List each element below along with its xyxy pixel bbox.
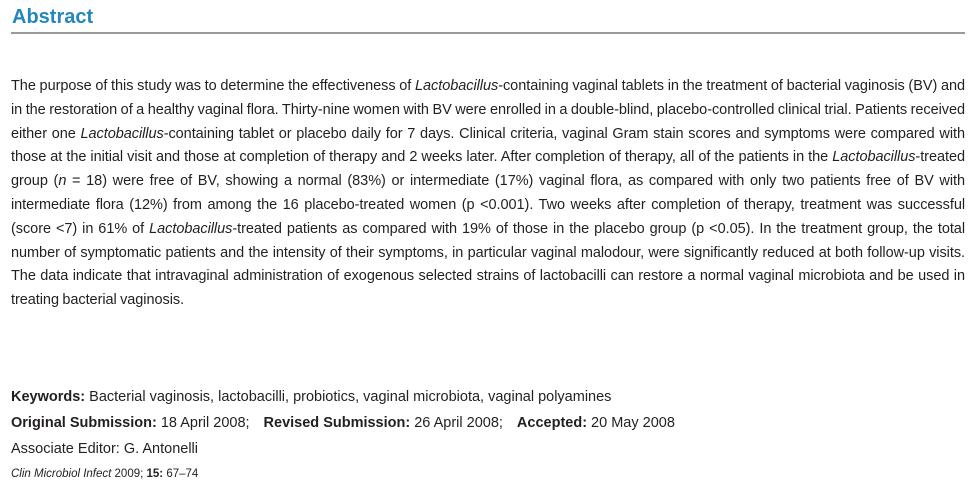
revised-submission-label: Revised Submission: xyxy=(263,415,411,431)
organism-name: Lactobacillus xyxy=(149,220,233,237)
abstract-part-5: = 18) were free of BV, showing a normal (83%) or intermediate (17%) vaginal flora, as compared with only two patients free of BV with intermediate flora (12%) from among the 16 placebo-treated women (p <0.001). Two weeks after completion of therapy, treatment was successful (score <7) in 61% of xyxy=(11,173,965,237)
keywords-line xyxy=(11,387,611,407)
revised-submission-date: 26 April 2008; xyxy=(410,415,503,431)
organism-name: Lactobacillus xyxy=(80,125,164,142)
associate-editor-line: Associate Editor: G. Antonelli xyxy=(11,441,198,457)
citation-year: 2009; xyxy=(111,468,147,480)
accepted-label: Accepted: xyxy=(516,415,588,431)
citation-volume: 15: xyxy=(146,468,164,480)
original-submission-date: 18 April 2008; xyxy=(156,415,250,431)
abstract-part-6: -treated patients as compared with 19% of those in the placebo group (p <0.05). In the treatment group, the total number of symptomatic patients and the intensity of their symptoms, in particular vaginal malodour, were significantly reduced at both follow-up visits. The data indicate that intravaginal administration of exogenous selected strains of lactobacilli can restore a normal vaginal microbiota and be used in treating bacterial vaginosis. xyxy=(11,220,965,309)
sample-size-symbol: n xyxy=(58,173,67,190)
citation-line xyxy=(11,466,198,482)
organism-name: Lactobacillus xyxy=(415,78,499,94)
submission-dates-line xyxy=(11,413,675,433)
organism-name: Lactobacillus xyxy=(832,149,916,166)
abstract-text xyxy=(11,75,965,313)
section-title: Abstract xyxy=(12,6,94,28)
abstract-part-3: -containing tablet or placebo daily for 7 days. Clinical criteria, vaginal Gram stain scores and symptoms were compared with those at the initial visit and those at completion of therapy and 2 weeks later. After completion of therapy, all of the patients in the xyxy=(11,125,965,166)
title-divider xyxy=(11,32,965,34)
abstract-part-4: -treated group ( xyxy=(11,149,965,190)
citation-pages: 67–74 xyxy=(163,468,199,480)
original-submission-label: Original Submission: xyxy=(11,415,157,431)
accepted-date: 20 May 2008 xyxy=(587,415,675,431)
keywords-value: Bacterial vaginosis, lactobacilli, probiotics, vaginal microbiota, vaginal polyamines xyxy=(85,389,612,405)
keywords-label: Keywords: xyxy=(11,389,86,405)
abstract-part-2: -containing vaginal tablets in the treatment of bacterial vaginosis (BV) and in the restoration of a healthy vaginal flora. Thirty-nine women with BV were enrolled in a double-blind, placebo-controlled clinical trial. Patients received either one xyxy=(11,78,966,142)
abstract-part-1: The purpose of this study was to determine the effectiveness of xyxy=(11,78,416,94)
journal-name: Clin Microbiol Infect xyxy=(11,468,112,480)
